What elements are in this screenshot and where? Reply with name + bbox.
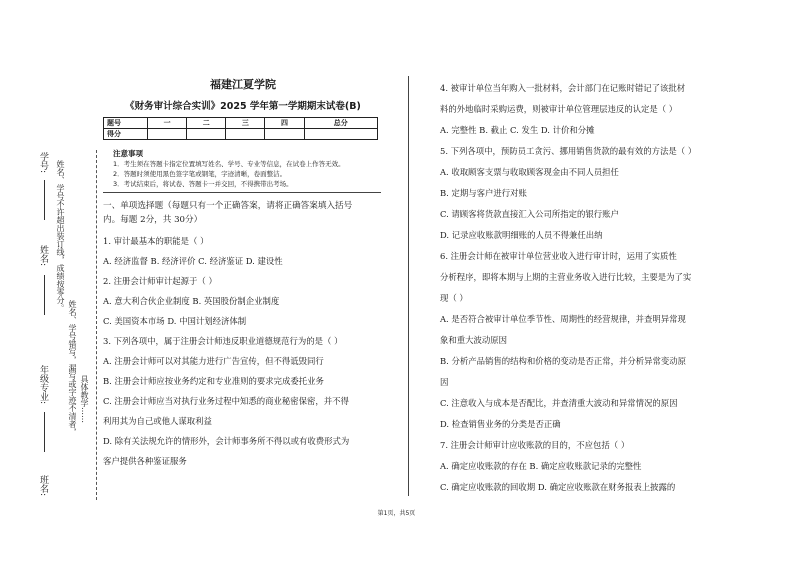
score-cell	[148, 129, 187, 140]
question-3: 3. 下列各项中，属于注册会计师违反职业道德规范行为的是（ ）	[103, 336, 343, 346]
section-title: 一、单项选择题（每题只有一个正确答案，请将正确答案填入括号	[103, 201, 353, 211]
score-cell	[187, 129, 226, 140]
question-2-options: A. 意大利合伙企业制度 B. 英国股份制企业制度	[103, 296, 280, 306]
score-table-score-row	[104, 129, 378, 140]
question-6-option-a-cont: 象和重大波动原因	[440, 335, 507, 345]
score-cell	[226, 129, 265, 140]
score-header-cell: 总分	[304, 118, 377, 129]
name-label: 姓名:	[38, 245, 48, 267]
notice-item: 1．考生须在答题卡指定位置填写姓名、学号、专业等信息，在试卷上作答无效。	[113, 160, 345, 168]
score-header-cell: 一	[148, 118, 187, 129]
score-header-cell: 二	[187, 118, 226, 129]
binding-dashed-line	[96, 150, 97, 500]
score-table-header-row	[104, 118, 378, 129]
question-3-option-d: D. 除有关法规允许的情形外，会计师事务所不得以或有收费形式为	[103, 436, 350, 446]
notice-box	[103, 149, 383, 189]
question-3-option-d-cont: 客户提供各种鉴证服务	[103, 456, 187, 466]
question-6-option-d: D. 检查销售业务的分类是否正确	[440, 419, 561, 429]
question-5-option-c: C. 请顾客将货款直接汇入公司所指定的银行账户	[440, 209, 619, 219]
score-header-cell: 三	[226, 118, 265, 129]
question-5-option-d: D. 记录应收账款明细账的人员不得兼任出纳	[440, 230, 603, 240]
notice-title: 注意事项	[113, 149, 143, 158]
score-row-label: 得分	[104, 129, 148, 140]
section-title-cont: 内。每题 2分，共 30分）	[103, 215, 203, 225]
student-id-label: 学号:	[38, 152, 48, 174]
question-5-option-b: B. 定期与客户进行对账	[440, 188, 527, 198]
name-line	[44, 275, 45, 315]
notice-item: 3．考试结束后，将试卷、答题卡一并交回，不得携带出考场。	[113, 180, 293, 188]
student-id-line	[44, 180, 45, 220]
question-4-options: A. 完整性 B. 截止 C. 发生 D. 计价和分摊	[440, 125, 595, 135]
question-3-option-a: A. 注册会计师可以对其能力进行广告宣传，但不得诋毁同行	[103, 356, 324, 366]
question-3-option-b: B. 注册会计师应按业务约定和专业准则的要求完成委托业务	[103, 376, 324, 386]
column-divider	[408, 76, 409, 496]
binding-margin	[34, 150, 102, 500]
section-divider	[103, 192, 381, 193]
question-6-option-b-cont: 因	[440, 377, 449, 387]
right-column	[440, 78, 730, 498]
question-4-cont: 料的外地临时采购运费，则被审计单位管理层违反的认定是（ ）	[440, 104, 678, 114]
question-6-option-b: B. 分析产品销售的结构和价格的变动是否正常，并分析异常变动原	[440, 356, 686, 366]
page-footer: 第1页，共5页	[377, 510, 416, 517]
question-4: 4. 被审计单位当年购入一批材料，会计部门在记账时错记了该批材	[440, 83, 686, 93]
question-6: 6. 注册会计师在被审计单位营业收入进行审计时，运用了实质性	[440, 251, 677, 261]
question-1: 1. 审计最基本的职能是（ ）	[103, 236, 209, 246]
score-header-cell: 四	[265, 118, 304, 129]
question-7-options: A. 确定应收账款的存在 B. 确定应收账款记录的完整性	[440, 461, 642, 471]
question-1-options: A. 经济监督 B. 经济评价 C. 经济鉴证 D. 建设性	[103, 256, 283, 266]
class-label: 班名:	[38, 475, 48, 497]
major-label: 年级专业:	[38, 365, 48, 405]
major-line	[44, 412, 45, 452]
left-column	[103, 76, 383, 471]
section-one	[103, 199, 383, 471]
binding-instruction-3: 具体教学……	[80, 375, 89, 423]
question-2: 2. 注册会计师审计起源于（ ）	[103, 276, 217, 286]
exam-title: 《财务审计综合实训》2025 学年第一学期期末试卷(B)	[125, 101, 361, 112]
question-6-option-a: A. 是否符合被审计单位季节性、周期性的经营规律，并查明异常现	[440, 314, 686, 324]
question-3-option-c-cont: 利用其为自己或他人谋取利益	[103, 416, 212, 426]
question-5-option-a: A. 收取顾客支票与收取顾客现金由不同人员担任	[440, 167, 619, 177]
question-7: 7. 注册会计师审计应收账款的目的，不应包括（ ）	[440, 440, 630, 450]
question-7-options: C. 确定应收账款的回收期 D. 确定应收账款在财务报表上披露的	[440, 482, 676, 492]
question-5: 5. 下列各项中，预防员工贪污、挪用销售货款的最有效的方法是（ ）	[440, 146, 697, 156]
question-6-cont: 分析程序，即将本期与上期的主营业务收入进行比较，主要是为了实	[440, 272, 692, 282]
notice-item: 2．答题时须使用黑色签字笔或钢笔，字迹清晰，卷面整洁。	[113, 170, 287, 178]
question-2-options: C. 美国资本市场 D. 中国计划经济体制	[103, 316, 247, 326]
question-6-option-c: C. 注意收入与成本是否配比，并查清重大波动和异常情况的原因	[440, 398, 678, 408]
score-cell	[265, 129, 304, 140]
binding-instruction-2: 姓名、学号错写，漏写或字迹不清者，	[68, 300, 77, 436]
question-6-cont: 现（ ）	[440, 293, 468, 303]
binding-instruction-1: 姓名、学号不许超出装订线，成绩按零分。	[56, 160, 65, 312]
school-name: 福建江夏学院	[210, 78, 276, 91]
score-cell	[304, 129, 377, 140]
score-table	[103, 117, 378, 140]
question-3-option-c: C. 注册会计师应当对执行业务过程中知悉的商业秘密保密，并不得	[103, 396, 349, 406]
score-header-cell: 题号	[104, 118, 148, 129]
